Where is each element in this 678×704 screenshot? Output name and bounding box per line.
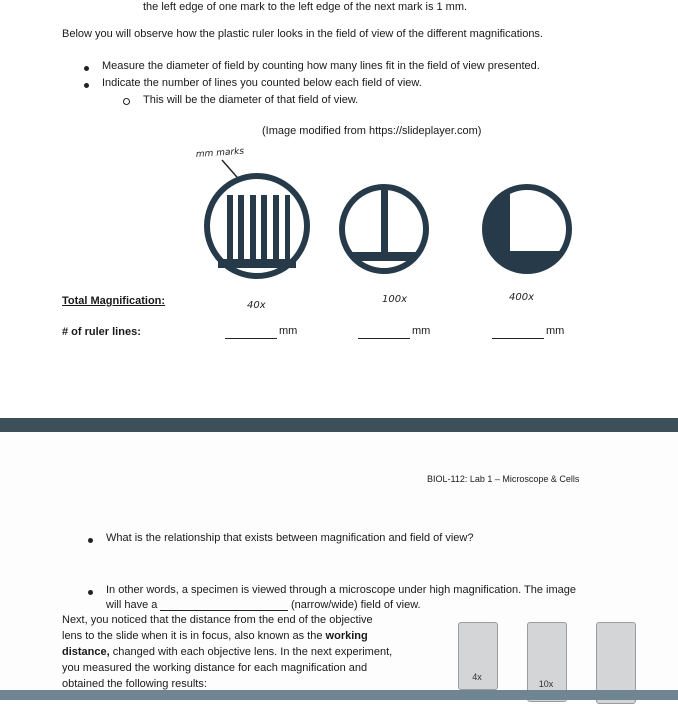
question-1: What is the relationship that exists between magnification and field of view?	[106, 532, 474, 544]
blank-400x[interactable]	[492, 338, 544, 339]
bullet-1: Measure the diameter of field by counting how many lines fit in the field of view presented.	[102, 60, 540, 72]
unit-40x: mm	[279, 325, 298, 337]
mag-100x: 100x	[382, 294, 408, 305]
bottom-strip	[0, 690, 678, 700]
unit-100x: mm	[412, 325, 431, 337]
total-magnification-label: Total Magnification:	[62, 295, 166, 307]
bottom-page	[0, 432, 678, 700]
mag-400x: 400x	[509, 292, 535, 303]
sub-bullet: This will be the diameter of that field of view.	[143, 94, 359, 106]
bullet-dot	[88, 538, 93, 543]
mag-40x: 40x	[247, 300, 266, 311]
para-line-5: obtained the following results:	[62, 678, 207, 690]
para-line-3: distance, changed with each objective lens. In the next experiment,	[62, 646, 393, 658]
intro-line: the left edge of one mark to the left edge of the next mark is 1 mm.	[143, 1, 468, 13]
blank-40x[interactable]	[225, 338, 277, 339]
para-line-1: Next, you noticed that the distance from the end of the objective	[62, 614, 373, 626]
question-2-line2a: will have a	[106, 599, 158, 611]
para-line-4: you measured the working distance for each magnification and	[62, 662, 368, 674]
lab-header: BIOL-112: Lab 1 – Microscope & Cells	[427, 474, 580, 484]
lens-label-10x: 10x	[538, 679, 554, 689]
bullet-dot	[84, 83, 89, 88]
page-separator	[0, 418, 678, 432]
bullet-dot	[88, 590, 93, 595]
bullet-dot	[84, 66, 89, 71]
field-of-view-figure	[190, 140, 590, 300]
working-term: working	[325, 630, 368, 642]
instruction-text: Below you will observe how the plastic ruler looks in the field of view of the different magnifications.	[62, 28, 543, 40]
sub-bullet-dot	[123, 98, 130, 105]
unit-400x: mm	[546, 325, 565, 337]
distance-term: distance,	[62, 646, 110, 658]
fov-40x	[207, 176, 307, 276]
image-credit: (Image modified from https://slideplayer.com)	[262, 125, 482, 137]
ruler-lines-label: # of ruler lines:	[62, 326, 141, 338]
lens-label-4x: 4x	[472, 672, 482, 682]
mm-marks-label: mm marks	[195, 146, 245, 160]
question-2-line2b: (narrow/wide) field of view.	[291, 599, 421, 611]
fov-400x	[480, 180, 580, 281]
bullet-2: Indicate the number of lines you counted below each field of view.	[102, 77, 422, 89]
answer-blank[interactable]	[160, 610, 288, 611]
fov-100x	[342, 187, 426, 271]
para-line-2: lens to the slide when it is in focus, also known as the working	[62, 630, 368, 642]
blank-100x[interactable]	[358, 338, 410, 339]
question-2-line1: In other words, a specimen is viewed through a microscope under high magnification. The image	[106, 584, 576, 596]
